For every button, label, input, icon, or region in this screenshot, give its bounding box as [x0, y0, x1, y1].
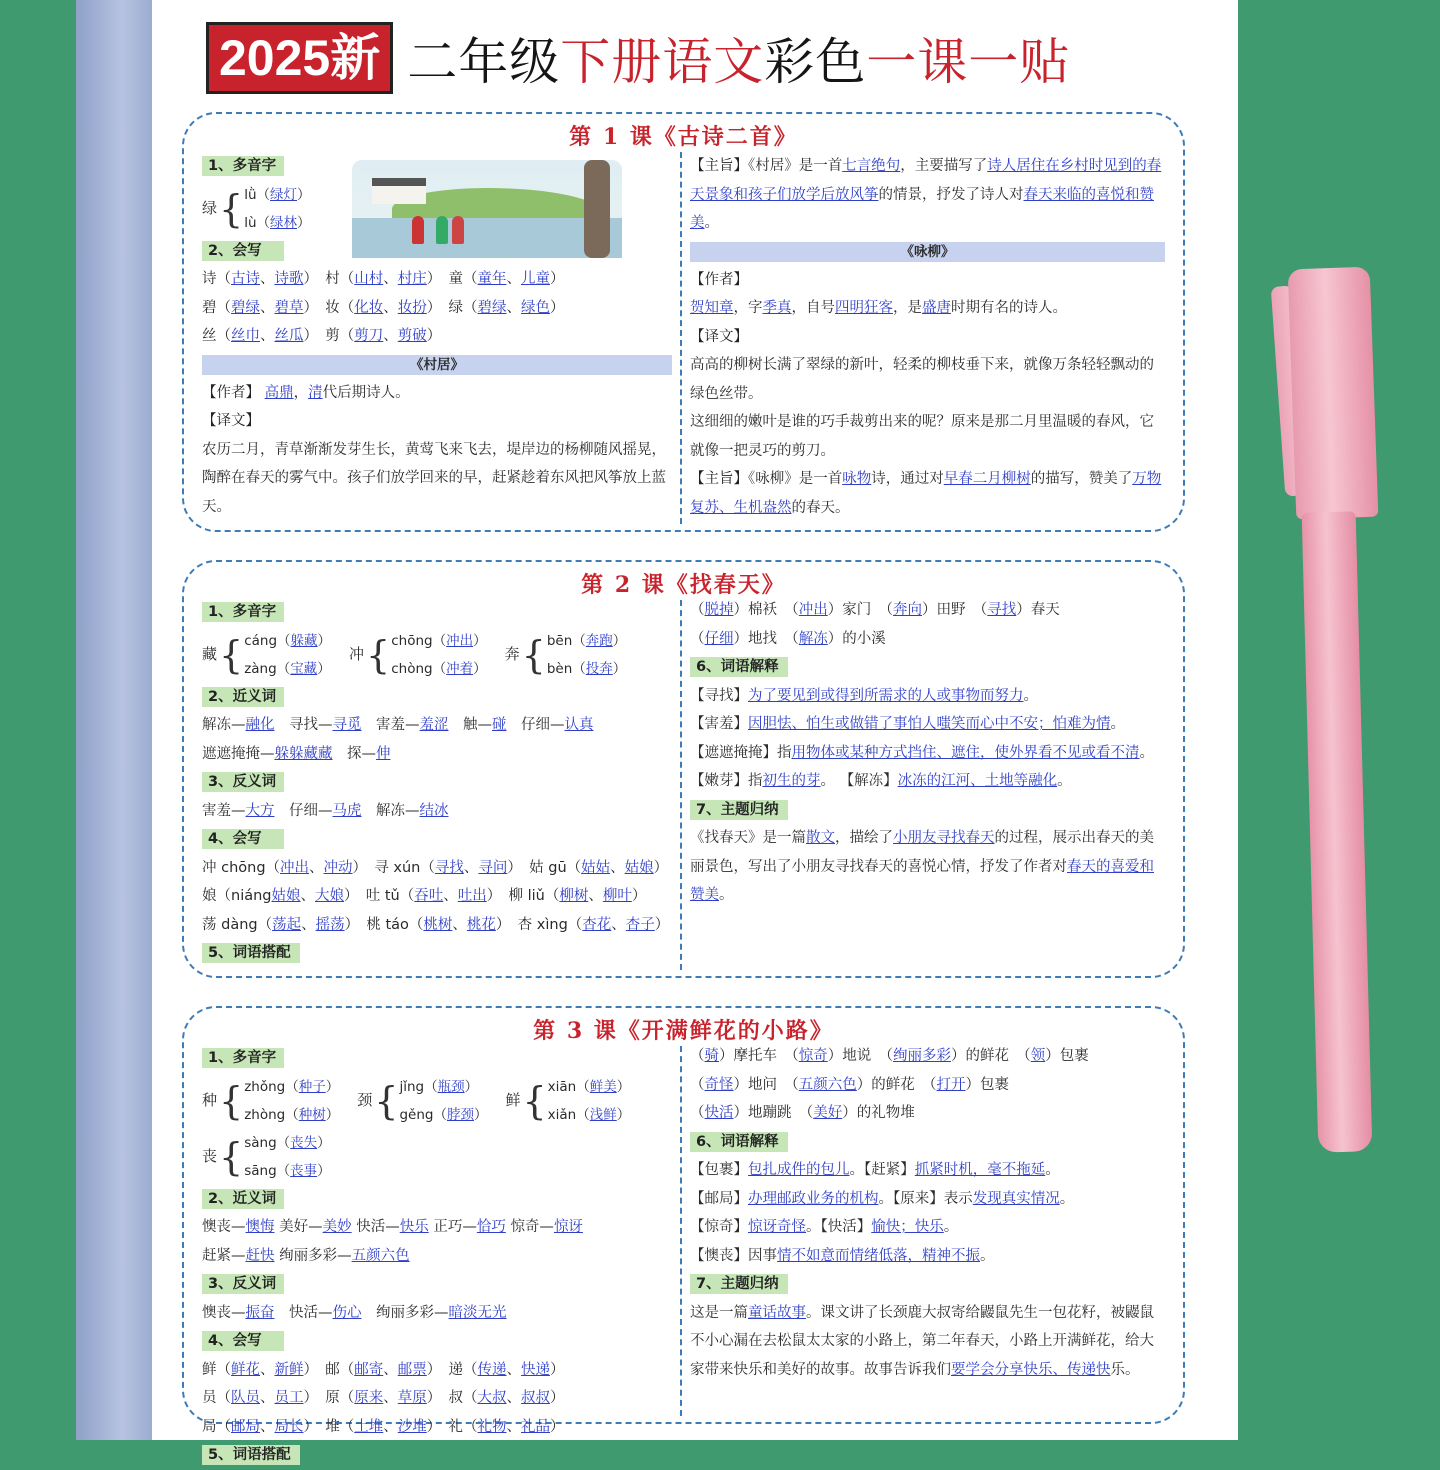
collocation-word: 田野 — [936, 602, 966, 618]
write-char: 鲜（ — [202, 1361, 231, 1378]
write-word: 儿童 — [521, 271, 550, 287]
pair-word: 马虎 — [332, 802, 362, 819]
polyphone-group — [202, 1129, 331, 1185]
write-word: 冲动 — [323, 859, 353, 876]
polyphone-row: 绿 { lǜ（绿灯） lù（绿林） — [202, 186, 311, 231]
pair-word: 赶快 — [245, 1247, 275, 1264]
write-word: 传递 — [477, 1361, 507, 1378]
pinyin: xiān（ — [547, 1078, 590, 1095]
write-char: 诗 — [202, 271, 217, 287]
pair-word: 伤心 — [332, 1304, 362, 1321]
polyphone-char: 鲜 — [505, 1091, 521, 1110]
pair-word: 美妙 — [322, 1219, 352, 1235]
write-word: 礼物 — [477, 1418, 507, 1435]
write-word: 桃树 — [423, 916, 453, 933]
pair-word: 躲躲藏藏 — [274, 745, 333, 762]
collocation-word: 春天 — [1030, 602, 1060, 618]
pinyin: bèn（ — [546, 660, 586, 677]
lesson-3-card — [182, 1006, 1185, 1463]
pair-word: 懊丧— — [202, 1304, 246, 1321]
write-word: 丝瓜 — [274, 328, 304, 344]
pair-word: 快活— — [356, 1219, 400, 1235]
write-word: 大叔 — [477, 1390, 507, 1406]
lesson-3-left: 1、多音字 种 { zhǒng（种子） zhòng（种树） 颈 { jǐng（瓶颈） gěng（脖颈） 鲜 { xiān（鲜美） xiǎn（浅鲜） 丧 { sàng（丧失） sāng（丧事） 2、近义词 懊丧—懊悔 美好—美妙 快活—快乐 正巧—恰巧 惊奇—惊讶 赶紧—赶快 绚丽多彩—五颜六色 3、反义词 懊丧—振奋 快活—伤心 绚丽多彩—暗淡无光 4、会写 鲜（鲜花、新鲜） 邮（邮寄、邮票） 递（传递、快递） 员（队员、员工） 原（原来、草原） 叔（大叔、叔叔） 局（邮局、局长） 堆（土堆、沙堆） 礼（礼物、礼品） 5、词语搭配 — [202, 1044, 672, 1470]
pinyin: sāng（ — [244, 1162, 291, 1179]
write-word: 荡起 — [272, 916, 302, 933]
pinyin: sàng（ — [244, 1134, 291, 1151]
collocation-word: 领 — [1030, 1048, 1046, 1064]
year-badge: 2025新 — [206, 22, 393, 94]
write-char: 堆（ — [325, 1418, 355, 1435]
lesson-1-title: 第 1 课《古诗二首》 — [569, 124, 798, 150]
collocation-word: 的礼物堆 — [856, 1105, 915, 1121]
write-word: 大娘 — [315, 888, 344, 904]
write-char: 妆 — [325, 299, 340, 316]
write-char: 桃 táo（ — [366, 916, 424, 933]
lesson-3-title: 第 3 课《开满鲜花的小路》 — [533, 1018, 834, 1044]
lesson-3-right: （骑）摩托车 （惊奇）地说 （绚丽多彩）的鲜花 （领）包裹 （奇怪）地问 （五颜六色）的鲜花 （打开）包裹 （快活）地蹦跳 （美好）的礼物堆 6、词语解释 【包裹】包扎成件的包儿。【赶紧】抓紧时机，毫不拖延。 【邮局】办理邮政业务的机构。【原来】表示发现真实情况。 【惊奇】惊讶奇怪。【快活】愉快；快乐。 【懊丧】因事情不如意而情绪低落，精神不振。 7、主题归纳 这是一篇童话故事。课文讲了长颈鹿大叔寄给鼹鼠先生一包花籽，被鼹鼠不小心漏在去松鼠太太家的小路上，第二年春天，小路上开满鲜花，给大家带来快乐和美好的故事。故事告诉我们要学会分享快乐、传递快乐。 — [690, 1048, 1154, 1378]
collocation-word: 家门 — [842, 602, 872, 618]
pair-word: 探— — [347, 745, 376, 762]
pair-word: 遮遮掩掩— — [202, 745, 275, 762]
section-header: 2、会写 — [202, 241, 284, 261]
pair-word: 寻找— — [289, 717, 333, 733]
pair-word: 寻觅 — [332, 717, 362, 733]
polyphone-group — [349, 627, 487, 683]
write-word: 剪刀 — [354, 328, 384, 344]
write-char: 绿 — [448, 299, 463, 316]
write-char: 剪 — [325, 328, 340, 344]
write-word: 邮局 — [231, 1418, 260, 1435]
lesson-2-title: 第 2 课《找春天》 — [581, 572, 786, 598]
example-word: 冲着 — [446, 660, 474, 677]
collocation-word: 地问 — [748, 1076, 777, 1093]
write-word: 桃花 — [466, 916, 496, 933]
collocation-word: 奇怪 — [704, 1076, 734, 1093]
pair-word: 触— — [463, 717, 492, 733]
pinyin: zhòng（ — [244, 1106, 299, 1123]
pinyin: zhǒng（ — [244, 1078, 299, 1095]
collocation-word: 冲出 — [798, 602, 828, 618]
write-word: 柳树 — [559, 888, 589, 904]
write-word: 寻问 — [478, 859, 508, 876]
write-word: 村庄 — [397, 271, 427, 287]
write-row: 冲 chōng（冲出、冲动） 寻 xún（寻找、寻问） 姑 gū（姑姑、姑娘） — [202, 859, 676, 876]
pair-word: 绚丽多彩— — [279, 1247, 352, 1264]
write-word: 碧绿 — [477, 299, 507, 316]
write-word: 土堆 — [354, 1418, 384, 1435]
write-char: 柳 liǔ（ — [508, 888, 560, 904]
collocation-word: 打开 — [936, 1076, 966, 1093]
readings: cáng（躲藏） zàng（宝藏） — [244, 632, 332, 677]
example-word: 浅鲜 — [589, 1106, 617, 1123]
write-row: 鲜（鲜花、新鲜） 邮（邮寄、邮票） 递（传递、快递） — [202, 1361, 572, 1378]
write-char: 吐 tǔ（ — [365, 888, 415, 904]
write-word: 沙堆 — [397, 1418, 427, 1435]
lesson-2-left: 1、多音字 藏 { cáng（躲藏） zàng（宝藏） 冲 { chōng（冲出） chòng（冲着） 奔 { bēn（奔跑） bèn（投奔） 2、近义词 解冻—融化 寻找—寻觅 害羞—羞涩 触—碰 仔细—认真 遮遮掩掩—躲躲藏藏 探—伸 3、反义词 害羞—大方 仔细—马虎 解冻—结冰 4、会写 冲 chōng（冲出、冲动） 寻 xún（寻找、寻问） 姑 gū（姑姑、姑娘） 娘（niáng姑娘、大娘） 吐 tǔ（吞吐、吐出） 柳 liǔ（柳树、柳叶） 荡 dàng（荡起、摇荡） 桃 táo（桃树、桃花） 杏 xìng（杏花、杏子） 5、词语搭配 — [202, 604, 677, 961]
collocation-word: 美好 — [813, 1105, 843, 1121]
pair-word: 快乐 — [399, 1219, 429, 1235]
write-word: 吐出 — [457, 888, 487, 904]
write-word: 快递 — [521, 1361, 550, 1378]
pinyin: bēn（ — [546, 632, 586, 649]
lesson-1-right: 【主旨】《村居》是一首七言绝句，主要描写了诗人居住在乡村时见到的春天景象和孩子们放学后放风筝的情景，抒发了诗人对春天来临的喜悦和赞美。 《咏柳》 【作者】 贺知章，字季真，自号四明狂客，是盛唐时期有名的诗人。 【译文】 高高的柳树长满了翠绿的新叶，轻柔的柳枝垂下来，就像万条轻轻飘动的绿色丝带。 这细细的嫩叶是谁的巧手裁剪出来的呢？原来是那二月里温暖的春风，它就像一把灵巧的剪刀。 【主旨】《咏柳》是一首咏物诗，通过对早春二月柳树的描写，赞美了万物复苏、生机盎然的春天。 — [690, 152, 1165, 522]
collocation-word: 仔细 — [704, 630, 734, 647]
example-word: 投奔 — [585, 660, 613, 677]
pinyin: cáng（ — [244, 632, 291, 649]
polyphone-row — [202, 1073, 672, 1185]
collocation-word: 地说 — [842, 1048, 872, 1064]
pinyin: chòng（ — [391, 660, 447, 677]
poem-title-bar: 《村居》 — [202, 355, 672, 375]
lesson-2-right: （脱掉）棉袄 （冲出）家门 （奔向）田野 （寻找）春天 （仔细）地找 （解冻）的小溪 6、词语解释 【寻找】为了要见到或得到所需求的人或事物而努力。 【害羞】因胆怯、怕生或做错了事怕人嗤笑而心中不安；怕难为情。 【遮遮掩掩】指用物体或某种方式挡住、遮住，使外界看不见或看不清。 【嫩芽】指初生的芽。 【解冻】冰冻的江河、土地等融化。 7、主题归纳 《找春天》是一篇散文，描绘了小朋友寻找春天的过程，展示出春天的美丽景色，写出了小朋友寻找春天的喜悦心情，抒发了作者对春天的喜爱和赞美。 — [690, 602, 1154, 903]
write-word: 邮票 — [397, 1361, 427, 1378]
write-word: 化妆 — [354, 299, 384, 316]
pair-word: 伸 — [376, 745, 391, 762]
write-word: 队员 — [231, 1390, 260, 1406]
brace-icon: { — [219, 632, 244, 677]
write-word: 童年 — [477, 271, 507, 287]
pair-word: 懊丧— — [202, 1219, 246, 1235]
lesson-2-card — [182, 560, 1185, 978]
write-word: 诗歌 — [274, 271, 304, 287]
polyphone-char: 藏 — [202, 645, 218, 664]
write-row: 局（邮局、局长） 堆（土堆、沙堆） 礼（礼物、礼品） — [202, 1418, 572, 1435]
collocation-word: 的鲜花 — [871, 1076, 915, 1093]
write-word: 姑娘 — [271, 888, 301, 904]
collocation-word: 地蹦跳 — [748, 1105, 792, 1121]
readings: chōng（冲出） chòng（冲着） — [391, 632, 487, 677]
write-word: 寻找 — [434, 859, 464, 876]
pinyin: zàng（ — [244, 660, 291, 677]
pair-word: 五颜六色 — [351, 1247, 410, 1264]
collocation-word: 奔向 — [893, 602, 922, 618]
readings: bēn（奔跑） bèn（投奔） — [546, 632, 627, 677]
pair-word: 融化 — [245, 717, 275, 733]
pair-word: 美好— — [279, 1219, 323, 1235]
write-word: 碧草 — [274, 299, 304, 316]
pair-word: 快活— — [289, 1304, 333, 1321]
section-header: 1、多音字 — [202, 156, 284, 176]
write-word: 原来 — [354, 1390, 384, 1406]
write-char: 原（ — [325, 1390, 355, 1406]
collocation-word: 解冻 — [798, 630, 828, 647]
brace-icon: { — [374, 1078, 399, 1123]
example-word: 奔跑 — [585, 632, 613, 649]
write-word: 姑娘 — [624, 859, 654, 876]
write-char: 邮（ — [325, 1361, 355, 1378]
polyphone-char: 奔 — [504, 645, 520, 664]
pair-word: 结冰 — [419, 802, 449, 819]
write-word: 姑姑 — [581, 859, 611, 876]
write-word: 邮寄 — [354, 1361, 384, 1378]
write-char: 娘（niáng — [202, 888, 272, 904]
collocation-word: 地找 — [748, 630, 777, 647]
poem-title-bar: 《咏柳》 — [690, 242, 1165, 262]
collocation-word: 包裹 — [1059, 1048, 1089, 1064]
write-char: 荡 dàng（ — [202, 916, 273, 933]
polyphone-group — [357, 1073, 487, 1129]
pair-word: 碰 — [492, 717, 507, 733]
write-word: 新鲜 — [274, 1361, 304, 1378]
pair-word: 恰巧 — [476, 1219, 506, 1235]
example-word: 脖颈 — [446, 1106, 474, 1123]
collocation-word: 的鲜花 — [965, 1048, 1009, 1064]
pair-word: 暗淡无光 — [448, 1304, 507, 1321]
pair-word: 惊奇— — [510, 1219, 554, 1235]
pair-word: 羞涩 — [419, 717, 449, 733]
readings: jǐng（瓶颈） gěng（脖颈） — [399, 1078, 488, 1123]
polyphone-char: 冲 — [349, 645, 365, 664]
example-word: 鲜美 — [589, 1078, 617, 1095]
readings: sàng（丧失） sāng（丧事） — [244, 1134, 331, 1179]
write-char: 叔（ — [448, 1390, 478, 1406]
write-word: 山村 — [354, 271, 384, 287]
collocation-word: 脱掉 — [704, 602, 734, 618]
write-char: 员（ — [202, 1390, 231, 1406]
write-char: 碧 — [202, 299, 217, 316]
example-word: 冲出 — [446, 632, 474, 649]
pair-word: 害羞— — [376, 717, 420, 733]
pair-word: 振奋 — [245, 1304, 275, 1321]
write-word: 鲜花 — [231, 1361, 260, 1378]
brace-icon: { — [219, 1078, 244, 1123]
pair-word: 害羞— — [202, 802, 246, 819]
write-word: 叔叔 — [521, 1390, 550, 1406]
write-row: 诗（古诗、诗歌） 村（山村、村庄） 童（童年、儿童） — [202, 271, 572, 287]
collocation-word: 骑 — [704, 1048, 719, 1064]
write-word: 剪破 — [397, 328, 427, 344]
collocation-word: 寻找 — [987, 602, 1017, 618]
polyphone-group — [202, 627, 331, 683]
collocation-word: 快活 — [704, 1105, 734, 1121]
pair-word: 惊讶 — [553, 1219, 583, 1235]
page-title — [206, 20, 1196, 96]
polyphone-group — [505, 627, 627, 683]
brace-icon: { — [521, 632, 546, 677]
collocation-word: 棉袄 — [748, 602, 777, 618]
collocation-word: 五颜六色 — [798, 1076, 857, 1093]
readings: xiān（鲜美） xiǎn（浅鲜） — [547, 1078, 631, 1123]
readings: zhǒng（种子） zhòng（种树） — [244, 1078, 340, 1123]
pair-word: 解冻— — [202, 717, 246, 733]
write-word: 妆扮 — [397, 299, 427, 316]
write-word: 局长 — [274, 1418, 304, 1435]
write-word: 摇荡 — [315, 916, 345, 933]
pinyin: chōng（ — [391, 632, 447, 649]
write-char: 童 — [448, 271, 463, 287]
write-row: 碧（碧绿、碧草） 妆（化妆、妆扮） 绿（碧绿、绿色） — [202, 299, 572, 316]
example-word: 宝藏 — [290, 660, 318, 677]
write-char: 丝 — [202, 328, 217, 344]
write-word: 古诗 — [231, 271, 260, 287]
write-char: 局（ — [202, 1418, 231, 1435]
write-row: 丝（丝巾、丝瓜） 剪（剪刀、剪破） — [202, 328, 449, 344]
brace-icon: { — [522, 1078, 547, 1123]
polyphone-char: 颈 — [357, 1091, 373, 1110]
example-word: 丧失 — [290, 1134, 318, 1151]
write-row: 荡 dàng（荡起、摇荡） 桃 táo（桃树、桃花） 杏 xìng（杏花、杏子） — [202, 916, 677, 933]
pair-word: 懊悔 — [245, 1219, 275, 1235]
write-word: 绿色 — [521, 299, 550, 316]
brace-icon: { — [219, 1134, 244, 1179]
write-list — [202, 265, 672, 351]
write-word: 杏花 — [582, 916, 612, 933]
polyphone-group — [202, 1073, 339, 1129]
polyphone-row — [202, 627, 672, 683]
pair-word: 认真 — [564, 717, 594, 733]
polyphone-group — [505, 1073, 630, 1129]
write-row: 娘（niáng姑娘、大娘） 吐 tǔ（吞吐、吐出） 柳 liǔ（柳树、柳叶） — [202, 888, 654, 904]
write-char: 冲 chōng（ — [202, 859, 281, 876]
write-char: 村 — [325, 271, 340, 287]
write-word: 冲出 — [280, 859, 310, 876]
pair-word: 赶紧— — [202, 1247, 246, 1264]
lesson-1-card — [182, 112, 1185, 532]
brace-icon: { — [366, 632, 391, 677]
pair-word: 正巧— — [433, 1219, 477, 1235]
binder-spine — [76, 0, 154, 1440]
example-word: 种子 — [298, 1078, 326, 1095]
translation-text: 农历二月，青草渐渐发芽生长，黄莺飞来飞去，堤岸边的杨柳随风摇晃，陶醉在春天的雾气中。孩子们放学回来的早，赶紧趁着东风把风筝放上蓝天。 — [202, 441, 666, 515]
example-word: 丧事 — [290, 1162, 318, 1179]
write-word: 杏子 — [625, 916, 655, 933]
write-char: 递（ — [448, 1361, 478, 1378]
collocation-word: 的小溪 — [842, 630, 886, 647]
write-char: 寻 xún（ — [374, 859, 435, 876]
write-word: 员工 — [274, 1390, 304, 1406]
write-char: 杏 xìng（ — [517, 916, 583, 933]
write-word: 吞吐 — [414, 888, 444, 904]
pair-word: 仔细— — [289, 802, 333, 819]
pinyin: xiǎn（ — [547, 1106, 590, 1123]
collocation-word: 绚丽多彩 — [893, 1048, 951, 1064]
pink-pen-image — [1282, 262, 1378, 1162]
write-word: 丝巾 — [231, 328, 260, 344]
collocation-word: 惊奇 — [798, 1048, 828, 1064]
pair-word: 大方 — [245, 802, 275, 819]
pair-word: 绚丽多彩— — [376, 1304, 449, 1321]
write-word: 草原 — [397, 1390, 427, 1406]
title-text: 二年级下册语文彩色一课一贴 — [407, 33, 1071, 91]
write-row: 员（队员、员工） 原（原来、草原） 叔（大叔、叔叔） — [202, 1390, 572, 1406]
collocation-word: 包裹 — [980, 1076, 1009, 1093]
lesson-1-left: 1、多音字 绿 { lǜ（绿灯） lù（绿林） 2、会写 诗（古诗、诗歌） 村（山村、村庄） 童（童年、儿童） 碧（碧绿、碧草） 妆（化妆、妆扮） 绿（碧绿、绿色） 丝（丝巾、丝瓜） 剪（剪刀、剪破） 《村居》 【作者】 高鼎，清代后期诗人。 【译文】 农历二月，青草渐渐发芽生长，黄莺飞来飞去，堤岸边的杨柳随风摇晃，陶醉在春天的雾气中。孩子们放学回来的早，赶紧趁着东风把风筝放上蓝天。 — [202, 152, 672, 521]
polyphone-char: 种 — [202, 1091, 218, 1110]
example-word: 瓶颈 — [437, 1078, 465, 1095]
pinyin: jǐng（ — [399, 1078, 438, 1095]
polyphone-char: 丧 — [202, 1147, 218, 1166]
write-word: 柳叶 — [602, 888, 632, 904]
write-char: 礼（ — [448, 1418, 478, 1435]
example-word: 躲藏 — [290, 632, 318, 649]
pair-word: 解冻— — [376, 802, 420, 819]
write-word: 碧绿 — [231, 299, 260, 316]
collocation-word: 摩托车 — [733, 1048, 777, 1064]
pinyin: gěng（ — [399, 1106, 447, 1123]
write-char: 姑 gū（ — [529, 859, 582, 876]
pair-word: 仔细— — [521, 717, 565, 733]
example-word: 种树 — [298, 1106, 326, 1123]
write-word: 礼品 — [521, 1418, 550, 1435]
